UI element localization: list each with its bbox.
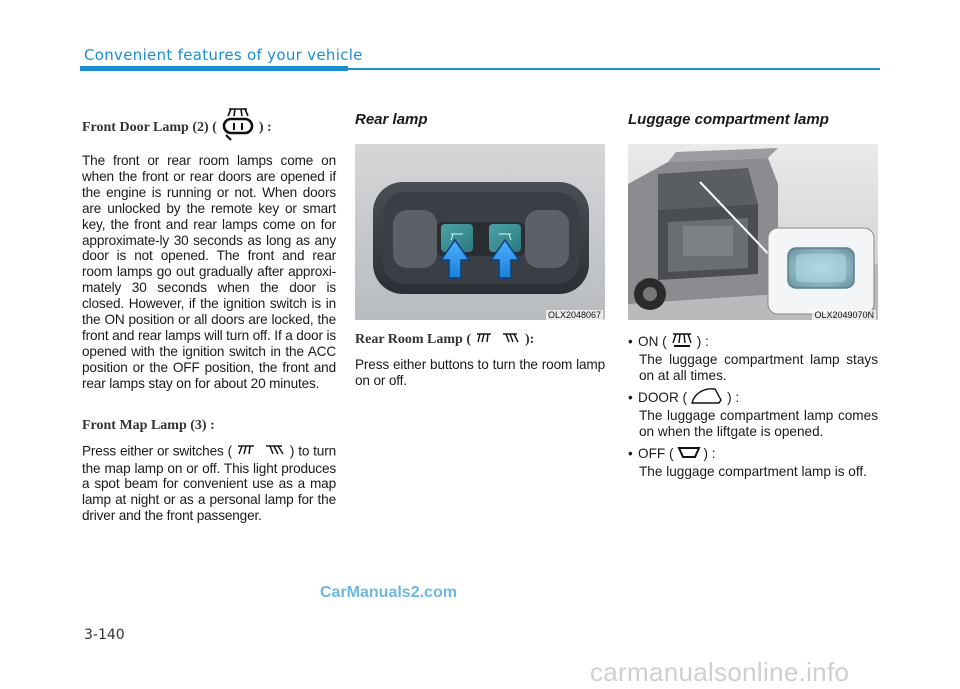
rear-room-lamp-text: Press either buttons to turn the room lamp on or off. [355, 357, 605, 388]
rear-room-lamp-title: Rear Room Lamp ( ): [355, 328, 605, 352]
door-lamp-icon [221, 106, 255, 151]
column-front-lamps [82, 108, 336, 524]
luggage-lamp-figure [628, 144, 878, 320]
page-number: 3-140 [84, 627, 125, 643]
front-map-lamp-title: Front Map Lamp (3) : [82, 417, 215, 433]
front-door-lamp-text: The front or rear room lamps come on when the front or rear doors are opened if the engine is running or not. When doors are unlocked by the remote key or smart key, the front and rear lamps come on for approximate-ly 30 seconds as long as any door is not opened. The front and rear room lamps go out gradually after approxi-mately 30 seconds when the door is closed. However, if the ignition switch is in the ON position or all doors are locked, the front and rear lamps will turn off. If a door is opened with the ignition switch in the ACC position or the OFF position, the front and rear lamps stay on for about 20 minutes. [82, 153, 336, 391]
rear-lamp-figure [355, 144, 605, 320]
column-rear-lamp [355, 108, 605, 389]
lamp-off-icon [676, 443, 702, 465]
list-item: • ON ( ) : The luggage compartment lamp stays on at all times. [628, 332, 878, 384]
header-rule [348, 68, 880, 70]
lamp-on-icon [669, 331, 695, 353]
list-item: • DOOR ( ) : The luggage compartment lamp comes on when the liftgate is opened. [628, 388, 878, 440]
watermark-site: carmanualsonline.info [590, 657, 850, 687]
list-item: • OFF ( ) : The luggage compartment lamp is off. [628, 444, 878, 480]
map-lamp-switch-icons [236, 443, 286, 461]
front-map-lamp-text: Press either or switches ( ) to turn the map lamp on or off. This light produces a spot beam for convenient use as a map lamp at night or as a personal lamp for the driver and the front passenger. [82, 443, 336, 524]
watermark-link[interactable]: CarManuals2.com [320, 584, 457, 601]
figure-label: OLX2049070N [814, 310, 874, 320]
figure-label: OLX2048067 [547, 310, 601, 320]
door-icon [689, 386, 725, 410]
header-accent-bar [80, 66, 348, 71]
luggage-lamp-heading: Luggage compartment lamp [628, 110, 829, 128]
column-luggage-lamp [628, 108, 878, 484]
rear-lamp-switch-icons [475, 331, 521, 350]
rear-lamp-heading: Rear lamp [355, 110, 428, 128]
luggage-lamp-modes [628, 332, 878, 480]
front-door-lamp-title: Front Door Lamp (2) ( ) : [82, 108, 336, 148]
section-title: Convenient features of your vehicle [84, 46, 363, 64]
